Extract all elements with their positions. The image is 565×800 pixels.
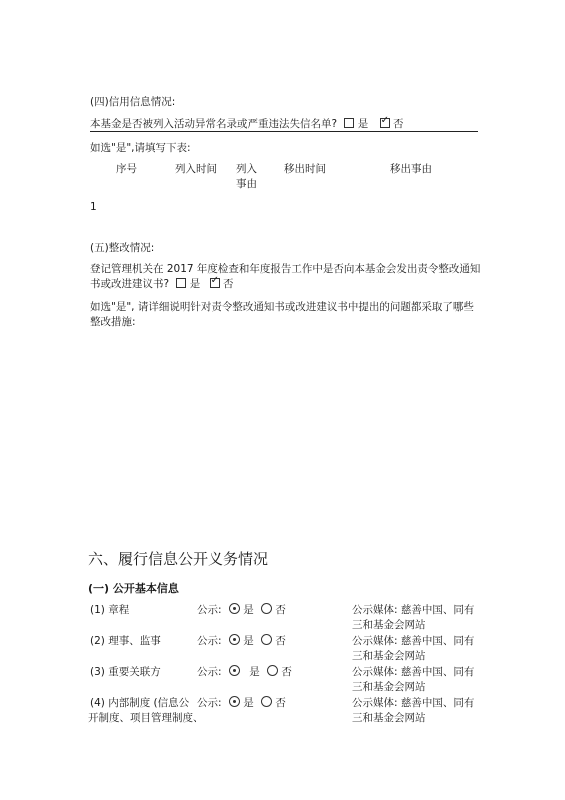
divider [90, 131, 478, 132]
rectify-question-line1: 登记管理机关在 2017 年度检查和年度报告工作中是否向本基金会发出责令整改通知 [90, 263, 481, 275]
item-2-label: 公示: [197, 635, 222, 647]
item-1-media-line2: 三和基金会网站 [352, 619, 426, 631]
item-3-media-line2: 三和基金会网站 [352, 681, 426, 693]
item-3-name: (3) 重要关联方 [90, 666, 161, 678]
item-3-no-radio[interactable] [267, 665, 278, 676]
item-4-name-line1: (4) 内部制度 (信息公 [90, 697, 190, 709]
item-3-media-line1: 公示媒体: 慈善中国、同有 [352, 666, 475, 678]
section6-title: 六、履行信息公开义务情况 [88, 550, 269, 568]
rectify-question-line2: 书或改进建议书? [90, 278, 170, 290]
item-2-no-label: 否 [275, 635, 286, 647]
rectify-heading: (五)整改情况: [90, 242, 155, 254]
table-header-removed-time: 移出时间 [284, 163, 326, 175]
rectify-question-row2 [90, 277, 233, 291]
table-header-seq: 序号 [116, 163, 137, 175]
item-4-label: 公示: [197, 697, 222, 709]
item-1-label: 公示: [197, 604, 222, 616]
credit-no-checkbox[interactable] [380, 118, 390, 128]
item-4-no-label: 否 [275, 697, 286, 709]
section6-subheading: (一) 公开基本信息 [88, 582, 179, 595]
credit-yes-label: 是 [357, 118, 369, 130]
rectify-yes-checkbox[interactable] [176, 278, 186, 288]
credit-yes-checkbox[interactable] [344, 118, 354, 128]
item-1-no-radio[interactable] [261, 603, 272, 614]
rectify-yes-label: 是 [189, 278, 201, 290]
item-4-yes-radio[interactable] [229, 696, 240, 707]
rectify-no-checkbox[interactable] [210, 278, 220, 288]
item-2-name: (2) 理事、监事 [90, 635, 161, 647]
item-2-yes-radio[interactable] [229, 634, 240, 645]
item-4-name-line2: 开制度、项目管理制度、 [88, 712, 204, 724]
item-4-yes-label: 是 [243, 697, 254, 709]
item-4-media-line1: 公示媒体: 慈善中国、同有 [352, 697, 475, 709]
item-1-media-line1: 公示媒体: 慈善中国、同有 [352, 604, 475, 616]
item-2-media-line2: 三和基金会网站 [352, 650, 426, 662]
item-3-label: 公示: [197, 666, 222, 678]
item-2-no-radio[interactable] [261, 634, 272, 645]
credit-heading: (四)信用信息情况: [90, 96, 176, 108]
table-row-1-seq: 1 [90, 201, 97, 213]
rectify-no-label: 否 [222, 278, 234, 290]
item-1-no-label: 否 [275, 604, 286, 616]
item-3-yes-label: 是 [249, 666, 260, 678]
item-1-yes-radio[interactable] [229, 603, 240, 614]
item-2-disclosure [197, 634, 286, 648]
item-4-media-line2: 三和基金会网站 [352, 712, 426, 724]
credit-ifyes: 如选"是",请填写下表: [90, 142, 191, 154]
item-2-media-line1: 公示媒体: 慈善中国、同有 [352, 635, 475, 647]
table-header-removed-reason: 移出事由 [390, 163, 432, 175]
table-header-listed: 列入 [236, 163, 257, 175]
item-3-no-label: 否 [281, 666, 292, 678]
table-header-reason: 事由 [236, 178, 257, 190]
item-2-yes-label: 是 [243, 635, 254, 647]
item-4-no-radio[interactable] [261, 696, 272, 707]
item-1-disclosure [197, 603, 286, 617]
rectify-ifyes-line1: 如选"是", 请详细说明针对责令整改通知书或改进建议书中提出的问题都采取了哪些 [90, 301, 474, 313]
item-1-name: (1) 章程 [90, 604, 130, 616]
table-header-listed-time: 列入时间 [175, 163, 217, 175]
rectify-ifyes-line2: 整改措施: [90, 316, 136, 328]
item-1-yes-label: 是 [243, 604, 254, 616]
credit-question: 本基金是否被列入活动异常名录或严重违法失信名单? [90, 118, 338, 130]
credit-no-label: 否 [392, 118, 404, 130]
item-4-disclosure [197, 696, 286, 710]
item-3-yes-radio[interactable] [229, 665, 240, 676]
item-3-disclosure [197, 665, 292, 679]
credit-question-row [90, 117, 403, 131]
